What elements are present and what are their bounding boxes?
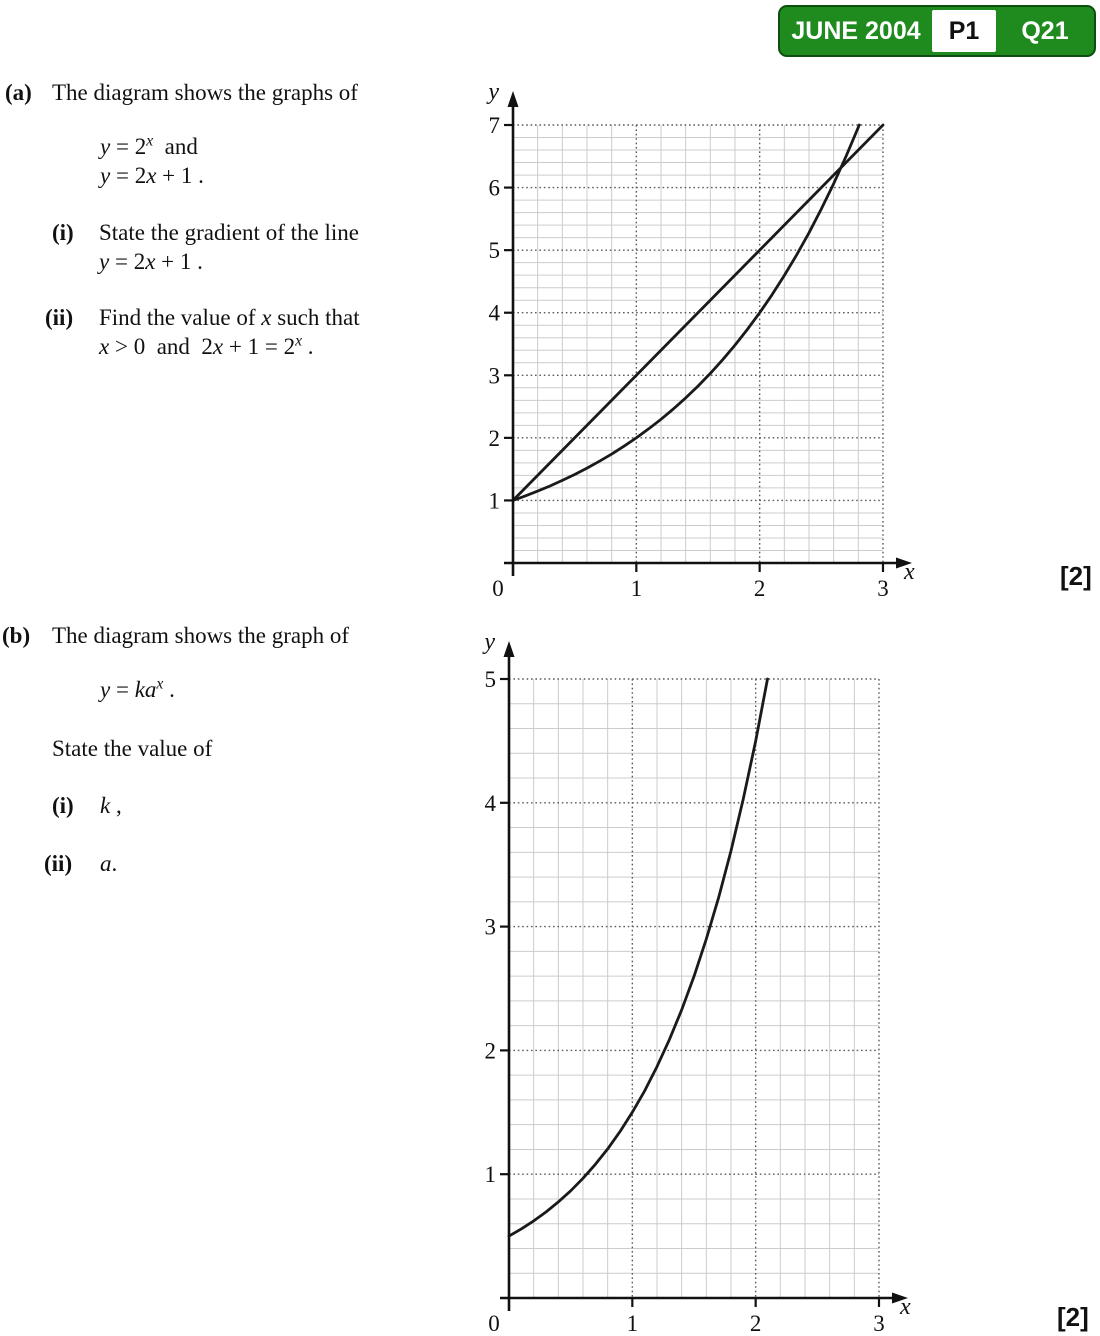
tick-labels bbox=[489, 113, 889, 601]
svg-text:1: 1 bbox=[626, 1311, 639, 1336]
part-a-marks: [2] bbox=[1060, 561, 1092, 591]
part-a-ii-label: (ii) bbox=[45, 305, 74, 330]
y-axis-label: y bbox=[488, 79, 499, 105]
part-a-ii-line1: Find the value of x such that bbox=[99, 305, 360, 330]
ticks bbox=[500, 679, 879, 1307]
part-b-label: (b) bbox=[2, 623, 31, 648]
grid-minor bbox=[509, 679, 879, 1298]
axes bbox=[504, 107, 898, 576]
curve-0 bbox=[513, 125, 883, 500]
graph-a bbox=[455, 78, 925, 608]
svg-text:3: 3 bbox=[484, 914, 496, 940]
badge-question-number: Q21 bbox=[1021, 16, 1069, 45]
y-axis-arrow-icon bbox=[508, 91, 519, 107]
svg-text:7: 7 bbox=[488, 113, 500, 139]
svg-text:0: 0 bbox=[492, 576, 504, 601]
curve-0 bbox=[509, 679, 768, 1236]
part-a-equation-2: y = 2x + 1 . bbox=[100, 163, 204, 188]
svg-text:3: 3 bbox=[873, 1311, 885, 1336]
part-b-ii-text: a. bbox=[100, 851, 118, 876]
part-a-ii-line2: x > 0 and $2x + 1 = 2^x$ . bbox=[99, 332, 314, 359]
badge-paper: P1 bbox=[932, 10, 996, 52]
svg-text:0: 0 bbox=[488, 1311, 500, 1336]
svg-text:2: 2 bbox=[753, 576, 766, 601]
svg-text:6: 6 bbox=[488, 175, 500, 201]
svg-text:5: 5 bbox=[484, 667, 496, 692]
part-b-i-label: (i) bbox=[52, 793, 74, 818]
svg-text:2: 2 bbox=[749, 1311, 762, 1336]
part-a-i-line1: State the gradient of the line bbox=[99, 220, 359, 245]
grid-major bbox=[509, 679, 879, 1298]
svg-text:1: 1 bbox=[484, 1162, 496, 1188]
ticks bbox=[504, 125, 883, 572]
part-b-state: State the value of bbox=[52, 736, 213, 761]
badge-session: JUNE 2004 bbox=[791, 16, 921, 45]
axes bbox=[500, 657, 894, 1311]
part-a-intro: The diagram shows the graphs of bbox=[52, 80, 358, 105]
svg-text:1: 1 bbox=[630, 576, 643, 601]
svg-text:2: 2 bbox=[484, 1038, 496, 1064]
svg-text:4: 4 bbox=[484, 790, 496, 816]
grid-minor bbox=[513, 125, 883, 563]
svg-text:3: 3 bbox=[877, 576, 889, 601]
svg-text:4: 4 bbox=[488, 300, 500, 326]
part-b-equation: $y = ka^x$ . bbox=[100, 675, 175, 702]
part-b-marks: [2] bbox=[1057, 1302, 1089, 1332]
part-a-label: (a) bbox=[5, 80, 32, 105]
part-a-i-label: (i) bbox=[52, 220, 74, 245]
part-a-equation-1: $y = 2^x$ and bbox=[100, 132, 198, 159]
x-axis-label: x bbox=[900, 1294, 911, 1320]
svg-text:5: 5 bbox=[488, 238, 500, 264]
part-b-intro: The diagram shows the graph of bbox=[52, 623, 350, 648]
svg-text:1: 1 bbox=[488, 488, 500, 514]
x-axis-label: x bbox=[904, 559, 915, 585]
grid-major bbox=[513, 125, 883, 563]
y-axis-arrow-icon bbox=[504, 641, 515, 657]
y-axis-label: y bbox=[484, 629, 495, 655]
svg-text:3: 3 bbox=[488, 363, 500, 389]
part-b-ii-label: (ii) bbox=[44, 851, 73, 876]
question-badge bbox=[778, 5, 1096, 57]
part-b-i-text: k , bbox=[100, 793, 122, 818]
svg-text:2: 2 bbox=[488, 425, 500, 451]
part-a-i-line2: y = 2x + 1 . bbox=[99, 249, 203, 274]
graph-b bbox=[455, 622, 925, 1336]
